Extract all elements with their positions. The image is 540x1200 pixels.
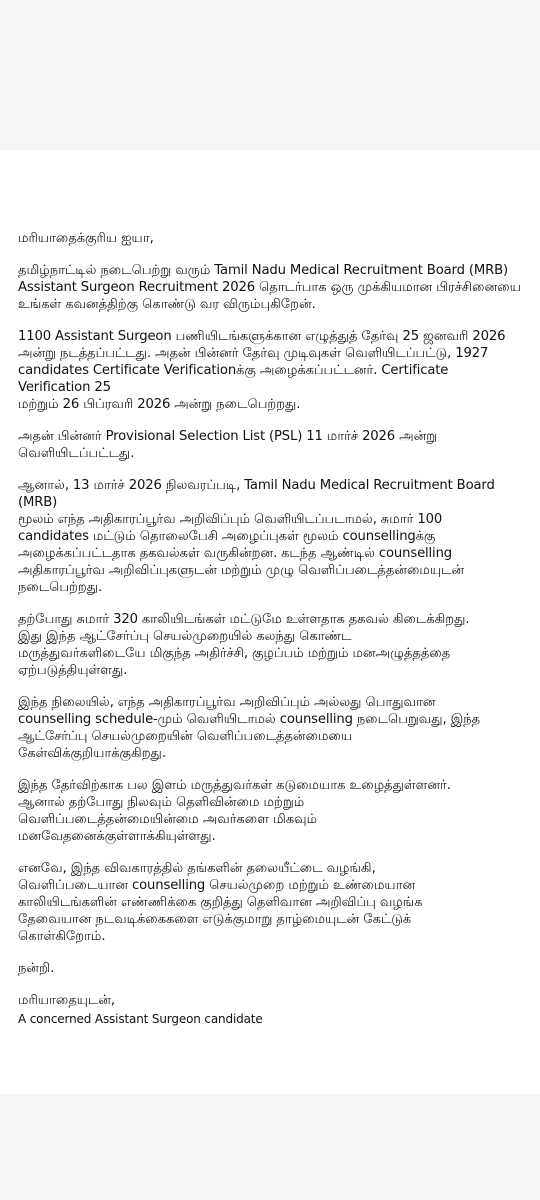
paragraph-transparency: இந்த நிலையில், எந்த அதிகாரப்பூர்வ அறிவிப்பும் அல்லது பொதுவான counselling schedule-மும் வெளியிடாமல் counselling நடைபெறுவது, இந்த ஆட்சேர்ப்பு செயல்முறையின் வெளிப்படைத்தன்மையை கேள்விக்குறியாக்குகிறது. — [18, 695, 481, 761]
closing-line: மரியாதையுடன், — [18, 993, 115, 1008]
paragraph-request: எனவே, இந்த விவகாரத்தில் தங்களின் தலையீட்டை வழங்கி, வெளிப்படையான counselling செயல்முறை மற்றும் உண்மையான காலியிடங்களின் எண்ணிக்கை குறித்து தெளிவான அறிவிப்பு வழங்க தேவையான நடவடிக்கைகளை எடுக்குமாறு தாழ்மையுடன் கேட்டுக் கொள்கிறோம். — [18, 861, 423, 944]
paragraph-psl: அதன் பின்னர் Provisional Selection List (PSL) 11 மார்ச் 2026 அன்று வெளியிடப்பட்டது. — [18, 429, 438, 461]
letter-page — [0, 150, 540, 1094]
paragraph-counselling-calls: ஆனால், 13 மார்ச் 2026 நிலவரப்படி, Tamil Nadu Medical Recruitment Board (MRB) மூலம் எந்த அதிகாரப்பூர்வ அறிவிப்பும் வெளியிடப்படாமல், சுமார் 100 candidates மட்டும் தொலைபேசி அழைப்புகள் மூலம் counsellingக்கு அழைக்கப்பட்டதாக தகவல்கள் வருகின்றன. கடந்த ஆண்டில் counselling அதிகாரப்பூர்வ அறிவிப்புகளுடன் மற்றும் முழு வெளிப்படைத்தன்மையுடன் நடைபெற்றது. — [18, 478, 495, 595]
paragraph-vacancies: தற்போது சுமார் 320 காலியிடங்கள் மட்டுமே உள்ளதாக தகவல் கிடைக்கிறது. இது இந்த ஆட்சேர்ப்பு செயல்முறையில் கலந்து கொண்ட மருத்துவர்களிடையே மிகுந்த அதிர்ச்சி, குழப்பம் மற்றும் மனஅழுத்தத்தை ஏற்படுத்தியுள்ளது. — [18, 612, 470, 678]
salutation: மரியாதைக்குரிய ஐயா, — [18, 231, 154, 246]
top-margin — [0, 0, 540, 150]
paragraph-intro: தமிழ்நாட்டில் நடைபெற்று வரும் Tamil Nadu Medical Recruitment Board (MRB) Assistant Surgeon Recruitment 2026 தொடர்பாக ஒரு முக்கியமான பிரச்சினையை உங்கள் கவனத்திற்கு கொண்டு வர விரும்புகிறேன். — [18, 263, 521, 312]
signature: A concerned Assistant Surgeon candidate — [18, 1012, 263, 1026]
paragraph-exam-details: 1100 Assistant Surgeon பணியிடங்களுக்கான எழுத்துத் தேர்வு 25 ஜனவரி 2026 அன்று நடத்தப்பட்டது. அதன் பின்னர் தேர்வு முடிவுகள் வெளியிடப்பட்டு, 1927 candidates Certificate Verificationக்கு அழைக்கப்பட்டனர். Certificate Verification 25 மற்றும் 26 பிப்ரவரி 2026 அன்று நடைபெற்றது. — [18, 329, 506, 412]
paragraph-doctors: இந்த தேர்விற்காக பல இளம் மருத்துவர்கள் கடுமையாக உழைத்துள்ளனர். ஆனால் தற்போது நிலவும் தெளிவின்மை மற்றும் வெளிப்படைத்தன்மையின்மை அவர்களை மிகவும் மனவேதனைக்குள்ளாக்கியுள்ளது. — [18, 778, 451, 844]
thanks-line: நன்றி. — [18, 961, 55, 976]
bottom-margin — [0, 1094, 540, 1200]
